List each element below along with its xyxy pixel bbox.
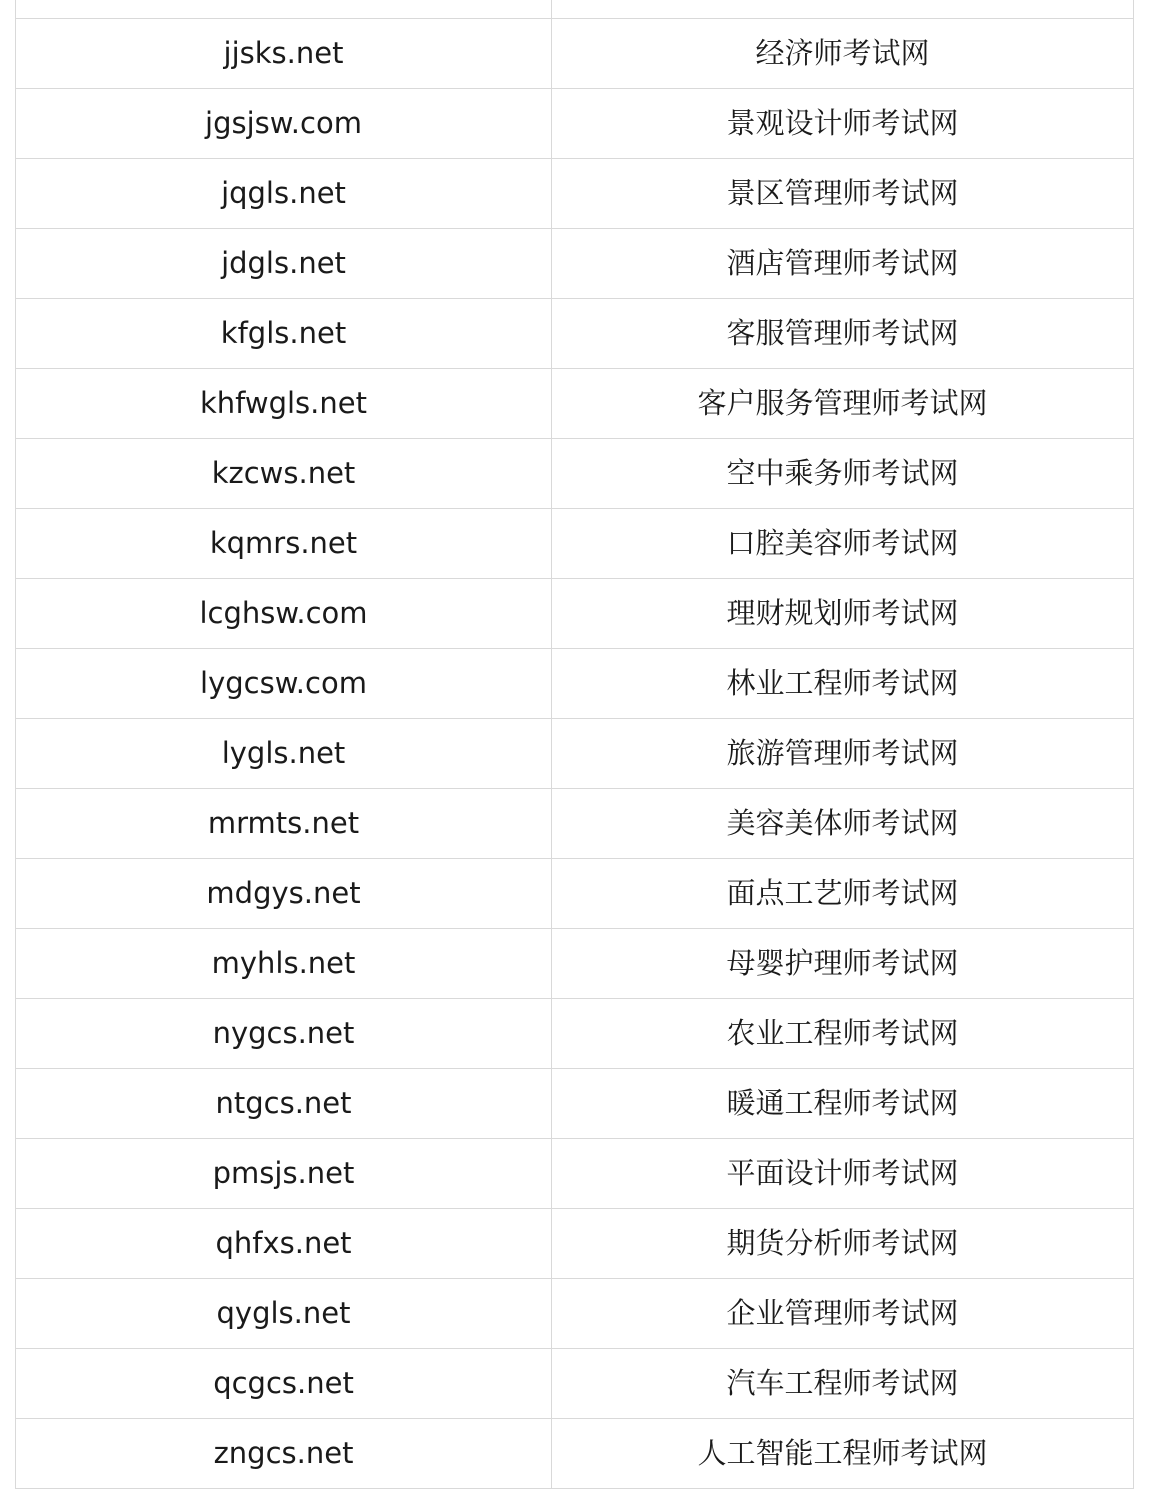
table-row	[16, 439, 1134, 509]
table-row	[16, 999, 1134, 1069]
domain-cell: qcgcs.net	[16, 1349, 552, 1419]
table-row	[16, 1069, 1134, 1139]
site-name-cell: 企业管理师考试网	[552, 1279, 1134, 1349]
domain-cell: lygls.net	[16, 719, 552, 789]
domain-cell: qygls.net	[16, 1279, 552, 1349]
domain-cell: myhls.net	[16, 929, 552, 999]
domain-cell: qhfxs.net	[16, 1209, 552, 1279]
site-name-cell: 客服管理师考试网	[552, 299, 1134, 369]
table-row	[16, 19, 1134, 89]
table-row	[16, 859, 1134, 929]
site-name-cell: 空中乘务师考试网	[552, 439, 1134, 509]
domain-cell: zngcs.net	[16, 1419, 552, 1489]
domain-cell: mrmts.net	[16, 789, 552, 859]
domain-cell: mdgys.net	[16, 859, 552, 929]
domain-cell	[16, 0, 552, 19]
site-name-cell: 经济师考试网	[552, 19, 1134, 89]
domain-cell: jgsjsw.com	[16, 89, 552, 159]
domain-table-container	[15, 0, 1133, 1489]
site-name-cell: 平面设计师考试网	[552, 1139, 1134, 1209]
site-name-cell: 暖通工程师考试网	[552, 1069, 1134, 1139]
domain-cell: jdgls.net	[16, 229, 552, 299]
domain-table	[15, 0, 1134, 1489]
table-row	[16, 789, 1134, 859]
site-name-cell: 期货分析师考试网	[552, 1209, 1134, 1279]
domain-cell: jqgls.net	[16, 159, 552, 229]
site-name-cell: 酒店管理师考试网	[552, 229, 1134, 299]
site-name-cell: 人工智能工程师考试网	[552, 1419, 1134, 1489]
table-row	[16, 579, 1134, 649]
site-name-cell: 理财规划师考试网	[552, 579, 1134, 649]
table-row	[16, 1279, 1134, 1349]
domain-table-body	[16, 0, 1134, 1489]
domain-cell: ntgcs.net	[16, 1069, 552, 1139]
site-name-cell: 旅游管理师考试网	[552, 719, 1134, 789]
table-row	[16, 1209, 1134, 1279]
site-name-cell: 景观设计师考试网	[552, 89, 1134, 159]
table-row	[16, 1139, 1134, 1209]
site-name-cell	[552, 0, 1134, 19]
domain-cell: jjsks.net	[16, 19, 552, 89]
domain-cell: khfwgls.net	[16, 369, 552, 439]
site-name-cell: 母婴护理师考试网	[552, 929, 1134, 999]
domain-cell: lygcsw.com	[16, 649, 552, 719]
table-row	[16, 649, 1134, 719]
site-name-cell: 林业工程师考试网	[552, 649, 1134, 719]
site-name-cell: 汽车工程师考试网	[552, 1349, 1134, 1419]
table-row	[16, 509, 1134, 579]
site-name-cell: 景区管理师考试网	[552, 159, 1134, 229]
table-row	[16, 1349, 1134, 1419]
table-row	[16, 719, 1134, 789]
domain-cell: pmsjs.net	[16, 1139, 552, 1209]
site-name-cell: 客户服务管理师考试网	[552, 369, 1134, 439]
table-row	[16, 159, 1134, 229]
table-row	[16, 1419, 1134, 1489]
domain-cell: lcghsw.com	[16, 579, 552, 649]
site-name-cell: 面点工艺师考试网	[552, 859, 1134, 929]
table-row	[16, 369, 1134, 439]
table-row	[16, 929, 1134, 999]
table-row	[16, 89, 1134, 159]
table-row-partial	[16, 0, 1134, 19]
domain-cell: kqmrs.net	[16, 509, 552, 579]
domain-cell: nygcs.net	[16, 999, 552, 1069]
domain-cell: kzcws.net	[16, 439, 552, 509]
site-name-cell: 农业工程师考试网	[552, 999, 1134, 1069]
table-row	[16, 299, 1134, 369]
site-name-cell: 美容美体师考试网	[552, 789, 1134, 859]
site-name-cell: 口腔美容师考试网	[552, 509, 1134, 579]
table-row	[16, 229, 1134, 299]
domain-cell: kfgls.net	[16, 299, 552, 369]
